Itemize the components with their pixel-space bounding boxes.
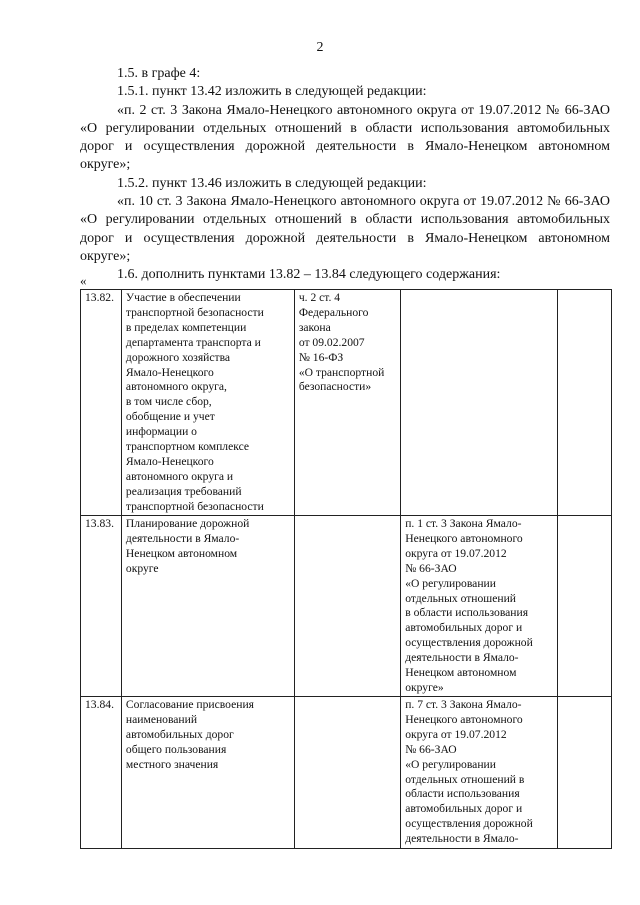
federal-law-cell-line: от 09.02.2007 <box>298 335 365 349</box>
regional-law-cell-line: «О регулировании <box>405 757 496 771</box>
federal-law-cell <box>294 516 400 697</box>
table-row <box>81 697 612 849</box>
page-number: 2 <box>316 40 324 55</box>
item-description-cell-line: Ямало-Ненецкого <box>125 454 214 468</box>
table-row <box>81 516 612 697</box>
regional-law-cell-line: округа от 19.07.2012 <box>405 546 507 560</box>
regional-law-cell-line: округа от 19.07.2012 <box>405 727 507 741</box>
amendment-table <box>80 289 612 849</box>
regional-law-cell-line: осуществления дорожной <box>405 817 533 831</box>
regional-law-cell-line: деятельности в Ямало- <box>405 832 519 846</box>
regional-law-cell-line: отдельных отношений в <box>405 772 525 786</box>
item-description-cell-line: автомобильных дорог <box>125 727 234 741</box>
paragraph-1-5-1: 1.5.1. пункт 13.42 изложить в следующей редакции: <box>117 84 427 100</box>
item-description-cell-line: Ямало-Ненецкого <box>125 365 214 379</box>
table-open-quote: « <box>80 273 87 288</box>
item-number-cell <box>81 697 122 849</box>
paragraph-quote-13-42: «п. 2 ст. 3 Закона Ямало-Ненецкого автономного округа от 19.07.2012 № 66-ЗАО «О регулировании отдельных отношений в области использования автомобильных дорог и осуществления дорожной деятельности в Ямало-Ненецком автономном округе»; <box>80 102 610 173</box>
regional-law-cell-line: деятельности в Ямало- <box>405 651 519 665</box>
paragraph-quote-13-46: «п. 10 ст. 3 Закона Ямало-Ненецкого автономного округа от 19.07.2012 № 66-ЗАО «О регулировании отдельных отношений в области использования автомобильных дорог и осуществления дорожной деятельности в Ямало-Ненецком автономном округе»; <box>80 194 610 264</box>
regional-law-cell <box>401 697 558 849</box>
amendment-table-body <box>81 290 612 849</box>
regional-law-cell-line: автомобильных дорог и <box>405 621 523 635</box>
regional-law-cell <box>401 516 558 697</box>
amendment-text <box>80 65 610 288</box>
item-description-cell-line: автономного округа, <box>125 380 227 394</box>
regional-law-cell-line: осуществления дорожной <box>405 636 533 650</box>
regional-law-cell-line: № 66-ЗАО <box>405 742 457 756</box>
item-description-cell-line: Участие в обеспечении <box>125 291 241 304</box>
paragraph-1-5: 1.5. в графе 4: <box>117 66 201 81</box>
item-description-cell-line: деятельности в Ямало- <box>125 531 240 545</box>
federal-law-cell-line: безопасности» <box>298 380 372 394</box>
regional-law-cell-line: п. 1 ст. 3 Закона Ямало- <box>405 517 522 530</box>
item-description-cell-line: транспортной безопасности <box>125 305 264 319</box>
item-description-cell-line: Ненецком автономном <box>125 546 238 560</box>
item-description-cell <box>121 697 294 849</box>
regional-law-cell-line: области использования <box>405 787 520 801</box>
item-description-cell-line: в том числе сбор, <box>125 395 212 409</box>
item-description-cell-line: информации о <box>125 425 197 439</box>
item-description-cell-line: местного значения <box>125 757 219 771</box>
regional-law-cell-line: Ненецкого автономного <box>405 531 523 545</box>
empty-cell <box>557 697 611 849</box>
item-number-cell-line: 13.83. <box>85 517 114 530</box>
table-row <box>81 290 612 516</box>
item-description-cell-line: обобщение и учет <box>125 410 215 424</box>
item-description-cell <box>121 290 294 516</box>
item-description-cell-line: в пределах компетенции <box>125 320 247 334</box>
regional-law-cell-line: автомобильных дорог и <box>405 802 523 816</box>
item-number-cell <box>81 290 122 516</box>
federal-law-cell-line: закона <box>298 320 331 334</box>
regional-law-cell-line: в области использования <box>405 606 529 620</box>
item-description-cell-line: дорожного хозяйства <box>125 350 231 364</box>
paragraph-1-5-2: 1.5.2. пункт 13.46 изложить в следующей редакции: <box>117 175 427 191</box>
item-description-cell-line: транспортной безопасности <box>125 499 264 513</box>
item-description-cell-line: департамента транспорта и <box>125 335 261 349</box>
federal-law-cell-line: «О транспортной <box>298 365 385 379</box>
federal-law-cell-line: № 16-ФЗ <box>298 350 344 364</box>
item-description-cell-line: Планирование дорожной <box>125 517 250 530</box>
regional-law-cell-line: «О регулировании <box>405 576 496 590</box>
item-number-cell-line: 13.84. <box>85 698 114 711</box>
federal-law-cell-line: Федерального <box>298 305 369 319</box>
regional-law-cell-line: округе» <box>405 680 444 694</box>
item-description-cell-line: наименований <box>125 712 198 726</box>
item-number-cell <box>81 516 122 697</box>
federal-law-cell <box>294 697 400 849</box>
empty-cell <box>557 516 611 697</box>
regional-law-cell-line: п. 7 ст. 3 Закона Ямало- <box>405 698 522 711</box>
item-number-cell-line: 13.82. <box>85 291 114 304</box>
regional-law-cell-line: Ненецком автономном <box>405 666 517 680</box>
regional-law-cell-line: отдельных отношений <box>405 591 516 605</box>
item-description-cell-line: округе <box>125 561 159 575</box>
item-description-cell-line: общего пользования <box>125 742 227 756</box>
federal-law-cell <box>294 290 400 516</box>
regional-law-cell <box>401 290 558 516</box>
regional-law-cell-line: № 66-ЗАО <box>405 561 457 575</box>
paragraph-1-6: 1.6. дополнить пунктами 13.82 – 13.84 следующего содержания: <box>117 267 501 283</box>
item-description-cell <box>121 516 294 697</box>
item-description-cell-line: реализация требований <box>125 484 242 498</box>
empty-cell <box>557 290 611 516</box>
item-description-cell-line: автономного округа и <box>125 469 234 483</box>
federal-law-cell-line: ч. 2 ст. 4 <box>298 291 341 304</box>
item-description-cell-line: транспортном комплексе <box>125 440 250 454</box>
item-description-cell-line: Согласование присвоения <box>125 698 254 711</box>
regional-law-cell-line: Ненецкого автономного <box>405 712 523 726</box>
